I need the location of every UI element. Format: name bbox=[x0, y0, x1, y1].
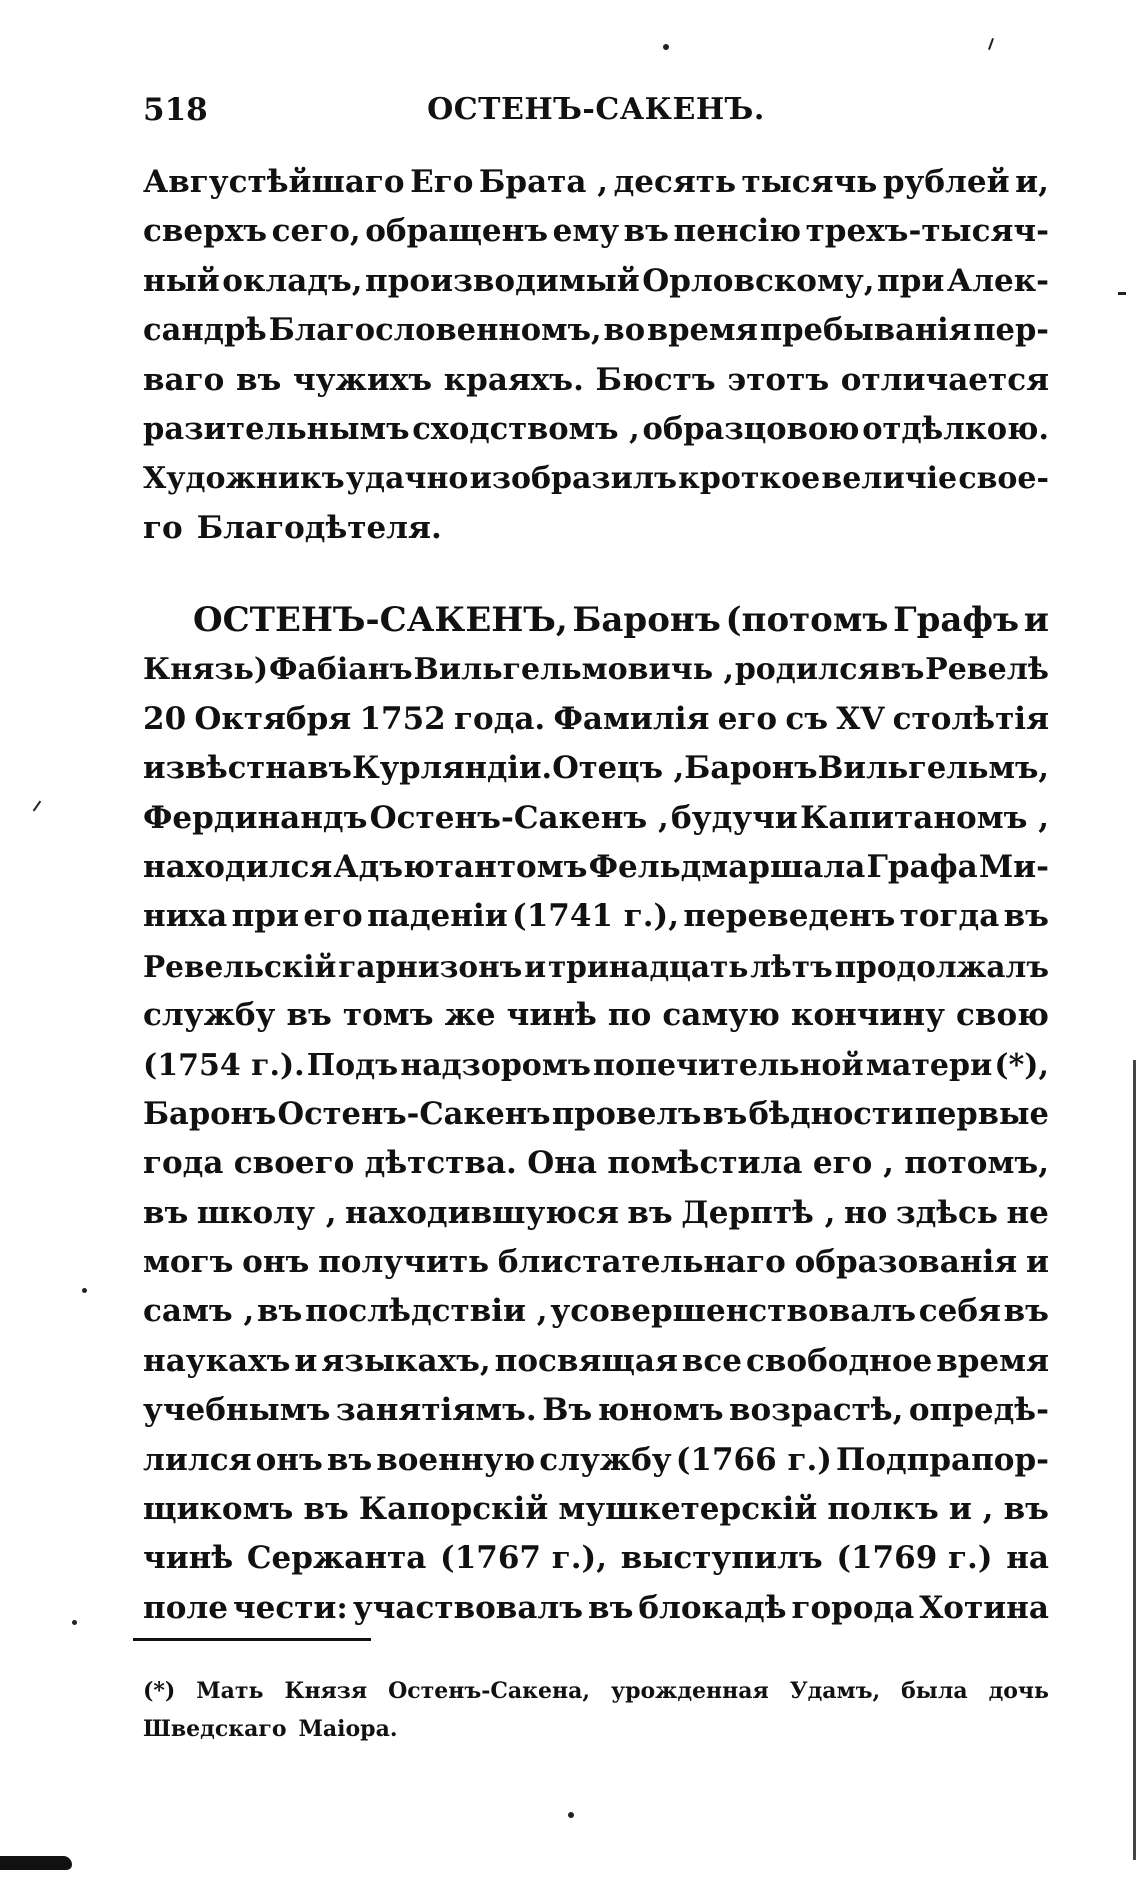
text-line bbox=[143, 207, 1049, 256]
print-speck bbox=[988, 38, 994, 50]
word: занятіямъ. bbox=[335, 1392, 537, 1429]
word: Удамъ, bbox=[789, 1678, 881, 1704]
footnote-rule bbox=[133, 1638, 371, 1641]
word: XV bbox=[836, 700, 885, 737]
word: чужихъ bbox=[292, 361, 433, 398]
word: себя bbox=[918, 1293, 1001, 1330]
word: (потомъ bbox=[725, 600, 889, 640]
word: родился bbox=[734, 652, 880, 688]
word: извѣстна bbox=[143, 750, 308, 787]
word: въ bbox=[1003, 1293, 1049, 1330]
word: Фамилія bbox=[553, 700, 710, 737]
text-line bbox=[143, 1337, 1049, 1386]
word: Фердинандъ bbox=[143, 799, 368, 836]
word: учебнымъ bbox=[143, 1392, 331, 1429]
word: время bbox=[936, 1342, 1049, 1379]
word: Князя bbox=[284, 1678, 368, 1704]
word: столѣтія bbox=[892, 700, 1049, 737]
word: краяхъ. bbox=[443, 361, 584, 398]
word: Ревельскій bbox=[143, 948, 337, 984]
word: Вильгельмъ, bbox=[817, 750, 1049, 787]
page-header bbox=[143, 92, 1049, 142]
word: но bbox=[843, 1194, 888, 1231]
text-line bbox=[143, 843, 1049, 892]
text-line bbox=[143, 504, 1049, 553]
word: Благодѣтеля. bbox=[196, 509, 442, 546]
word: чести: bbox=[232, 1589, 348, 1626]
word: Въ bbox=[542, 1392, 593, 1429]
word: могъ bbox=[143, 1244, 234, 1281]
word: Графъ bbox=[893, 600, 1020, 640]
word: кроткое bbox=[678, 461, 821, 497]
word: въ bbox=[588, 1589, 634, 1626]
text-line bbox=[143, 744, 1049, 793]
word: Баронъ bbox=[572, 600, 721, 640]
word: тысячь bbox=[741, 164, 878, 200]
word: будучи bbox=[671, 799, 798, 836]
word: тринадцать bbox=[547, 948, 749, 984]
word: его bbox=[303, 898, 363, 935]
word: и bbox=[1023, 600, 1049, 640]
word: Баронъ bbox=[684, 750, 818, 787]
word: Отецъ , bbox=[552, 750, 685, 787]
word: мушкетерскій bbox=[558, 1491, 818, 1528]
word: Остенъ-Сакенъ , bbox=[369, 799, 669, 836]
word: отличается bbox=[840, 361, 1049, 398]
word: его , bbox=[812, 1145, 894, 1182]
word: ниха bbox=[143, 898, 228, 935]
word: паденіи bbox=[367, 898, 508, 935]
word: дочь bbox=[988, 1678, 1049, 1704]
word: (*) bbox=[143, 1678, 176, 1704]
text-line bbox=[143, 695, 1049, 744]
word: щикомъ bbox=[143, 1491, 294, 1528]
text-line bbox=[143, 1287, 1049, 1336]
word: въ bbox=[623, 213, 669, 250]
word: въ bbox=[326, 1441, 373, 1478]
word: десять bbox=[613, 164, 736, 200]
word: (1767 г.), bbox=[440, 1540, 608, 1577]
word: сверхъ bbox=[143, 213, 268, 250]
word: блокадѣ bbox=[638, 1589, 787, 1626]
word: Маіора. bbox=[298, 1716, 398, 1742]
text-line bbox=[143, 1485, 1049, 1534]
word: Августѣйшаго bbox=[143, 164, 405, 200]
word: при bbox=[877, 262, 945, 299]
word: въ bbox=[702, 1095, 748, 1132]
word: разительнымъ bbox=[143, 410, 410, 447]
word: своего bbox=[233, 1145, 355, 1182]
word: выступилъ bbox=[620, 1540, 823, 1577]
word: Мать bbox=[196, 1678, 264, 1704]
print-speck bbox=[663, 44, 669, 50]
word: все bbox=[681, 1342, 743, 1379]
word: производимый bbox=[365, 262, 640, 299]
word: (1741 г.), bbox=[512, 898, 680, 935]
text-line bbox=[143, 892, 1049, 941]
word: съ bbox=[785, 700, 829, 737]
word: этотъ bbox=[727, 361, 830, 398]
text-line bbox=[143, 596, 1049, 645]
word: лѣтъ bbox=[750, 948, 833, 984]
footnote bbox=[143, 1672, 1049, 1748]
word: Шведскаго bbox=[143, 1716, 287, 1742]
word: лился bbox=[143, 1441, 252, 1478]
word: Ревелѣ bbox=[925, 652, 1049, 688]
word: надзоромъ bbox=[400, 1047, 591, 1083]
word: въ bbox=[880, 652, 925, 688]
word: сходствомъ , bbox=[412, 410, 640, 447]
word: ОСТЕНЪ-САКЕНЪ, bbox=[193, 600, 568, 640]
word: во bbox=[603, 312, 646, 349]
word: здѣсь bbox=[895, 1194, 998, 1231]
word: поле bbox=[143, 1589, 228, 1626]
text-line bbox=[143, 158, 1049, 207]
word: Курляндіи. bbox=[352, 750, 553, 787]
word: сего, bbox=[271, 213, 361, 250]
word: трехъ-тысяч- bbox=[805, 213, 1049, 250]
word: гарнизонъ bbox=[338, 948, 523, 984]
word: военную bbox=[376, 1441, 536, 1478]
text-line bbox=[143, 1436, 1049, 1485]
word: Остенъ-Сакенъ bbox=[277, 1095, 551, 1132]
text-line bbox=[143, 1672, 1049, 1710]
word: въ bbox=[307, 750, 352, 787]
text-line bbox=[143, 257, 1049, 306]
word: въ bbox=[257, 1293, 303, 1330]
word: полкъ bbox=[827, 1491, 939, 1528]
word: получить bbox=[318, 1244, 490, 1281]
word: опредѣ- bbox=[908, 1392, 1049, 1429]
word: провелъ bbox=[551, 1095, 702, 1132]
print-speck bbox=[33, 801, 42, 812]
word: Орловскому, bbox=[642, 262, 875, 299]
word: Благословенномъ, bbox=[268, 312, 602, 349]
word: время bbox=[647, 312, 758, 349]
word: первые bbox=[914, 1095, 1049, 1132]
word: Художникъ bbox=[143, 461, 345, 497]
text-line bbox=[143, 794, 1049, 843]
text-line bbox=[143, 1041, 1049, 1090]
word: Капорскій bbox=[358, 1491, 549, 1528]
word: и bbox=[294, 1342, 318, 1379]
word: отдѣлкою. bbox=[862, 410, 1049, 447]
word: возрастѣ, bbox=[728, 1392, 904, 1429]
word: Подъ bbox=[306, 1047, 399, 1083]
word: Капитаномъ , bbox=[800, 799, 1049, 836]
word: Князь) bbox=[143, 652, 269, 688]
word: 20 bbox=[143, 700, 187, 737]
word: Брата , bbox=[478, 164, 609, 200]
text-line bbox=[143, 645, 1049, 694]
word: въ bbox=[286, 997, 332, 1034]
word: онъ bbox=[242, 1244, 310, 1281]
paragraph-1 bbox=[143, 158, 1049, 553]
word: Хотина bbox=[919, 1589, 1049, 1626]
word: продолжалъ bbox=[834, 948, 1049, 984]
word: бѣдности bbox=[748, 1095, 914, 1132]
paragraph-2 bbox=[143, 596, 1049, 1633]
word: образованія bbox=[794, 1244, 1018, 1281]
word: дѣтства. bbox=[364, 1145, 517, 1182]
word: въ bbox=[1003, 1491, 1049, 1528]
word: удачно bbox=[345, 461, 469, 497]
word: была bbox=[901, 1678, 968, 1704]
word: по bbox=[607, 997, 652, 1034]
word: находившуюся bbox=[345, 1194, 619, 1231]
word: (1766 г.) bbox=[675, 1441, 832, 1478]
word: ваго bbox=[143, 361, 225, 398]
word: же bbox=[444, 997, 496, 1034]
word: языкахъ, bbox=[321, 1342, 491, 1379]
word: города bbox=[791, 1589, 915, 1626]
word: не bbox=[1006, 1194, 1049, 1231]
word: службу bbox=[539, 1441, 672, 1478]
text-line bbox=[143, 991, 1049, 1040]
word: и , bbox=[948, 1491, 994, 1528]
word: свою bbox=[956, 997, 1049, 1034]
running-head: ОСТЕНЪ-САКЕНЪ. bbox=[427, 92, 765, 127]
word: ный bbox=[143, 262, 220, 299]
word: въ bbox=[627, 1194, 673, 1231]
word: пер- bbox=[973, 312, 1049, 349]
text-line bbox=[143, 1710, 1049, 1748]
word: онъ bbox=[255, 1441, 323, 1478]
word: усовершенствовалъ bbox=[550, 1293, 916, 1330]
text-line bbox=[143, 454, 1049, 503]
word: 1752 bbox=[359, 700, 446, 737]
word: потомъ, bbox=[904, 1145, 1049, 1182]
word: Сержанта bbox=[246, 1540, 427, 1577]
text-line bbox=[143, 1238, 1049, 1287]
word: (*), bbox=[994, 1047, 1049, 1083]
text-line bbox=[143, 1189, 1049, 1238]
text-line bbox=[143, 405, 1049, 454]
word: Остенъ-Сакена, bbox=[388, 1678, 591, 1704]
word: кончину bbox=[790, 997, 945, 1034]
text-line bbox=[143, 942, 1049, 991]
word: Его bbox=[410, 164, 474, 200]
word: Адъютантомъ bbox=[333, 848, 588, 885]
word: переведенъ bbox=[683, 898, 896, 935]
text-line bbox=[143, 1584, 1049, 1633]
text-line bbox=[143, 1534, 1049, 1583]
word: образцовою bbox=[642, 410, 860, 447]
word: Подпрапор- bbox=[836, 1441, 1049, 1478]
word: въ bbox=[143, 1194, 189, 1231]
text-line bbox=[143, 1386, 1049, 1435]
word: находился bbox=[143, 848, 333, 885]
word: наукахъ bbox=[143, 1342, 291, 1379]
word: въ bbox=[235, 361, 282, 398]
text-line bbox=[143, 1139, 1049, 1188]
page-number: 518 bbox=[143, 92, 208, 128]
word: Фельдмаршала bbox=[588, 848, 866, 885]
word: пенсію bbox=[673, 213, 802, 250]
word: посвящая bbox=[494, 1342, 678, 1379]
word: помѣстила bbox=[607, 1145, 803, 1182]
word: (1754 г.). bbox=[143, 1047, 305, 1083]
word: участвовалъ bbox=[352, 1589, 584, 1626]
word: чинѣ bbox=[506, 997, 597, 1034]
word: ему bbox=[552, 213, 620, 250]
word: изобразилъ bbox=[469, 461, 677, 497]
word: въ bbox=[1003, 898, 1049, 935]
text-line bbox=[143, 306, 1049, 355]
word: и bbox=[524, 948, 547, 984]
word: окладъ, bbox=[222, 262, 363, 299]
word: Она bbox=[527, 1145, 597, 1182]
word: и bbox=[1025, 1244, 1049, 1281]
print-speck bbox=[568, 1812, 574, 1818]
word: рублей bbox=[882, 164, 1010, 200]
word: года. bbox=[453, 700, 546, 737]
word: въ bbox=[303, 1491, 349, 1528]
page-spine-edge bbox=[1133, 1060, 1136, 1860]
word: свое- bbox=[958, 461, 1049, 497]
word: го bbox=[143, 509, 183, 546]
word: обращенъ bbox=[365, 213, 549, 250]
word: его bbox=[717, 700, 778, 737]
print-speck bbox=[72, 1620, 77, 1625]
word: года bbox=[143, 1145, 224, 1182]
word: величіе bbox=[821, 461, 958, 497]
print-speck bbox=[1118, 292, 1126, 295]
word: Дерптѣ , bbox=[681, 1194, 836, 1231]
word: Ми- bbox=[978, 848, 1049, 885]
word: свободное bbox=[746, 1342, 933, 1379]
word: сандрѣ bbox=[143, 312, 267, 349]
word: блистательнаго bbox=[497, 1244, 786, 1281]
word: Баронъ bbox=[143, 1095, 277, 1132]
word: тогда bbox=[899, 898, 1000, 935]
word: самую bbox=[662, 997, 780, 1034]
word: Вильгельмовичь , bbox=[413, 652, 734, 688]
word: Октября bbox=[194, 700, 352, 737]
word: пребыванія bbox=[759, 312, 972, 349]
text-line bbox=[143, 1090, 1049, 1139]
word: урожденная bbox=[611, 1678, 769, 1704]
word: самъ , bbox=[143, 1293, 255, 1330]
word: Графа bbox=[866, 848, 978, 885]
word: матери bbox=[865, 1047, 993, 1083]
word: службу bbox=[143, 997, 276, 1034]
word: Алек- bbox=[946, 262, 1049, 299]
word: юномъ bbox=[597, 1392, 724, 1429]
text-line bbox=[143, 356, 1049, 405]
word: школу , bbox=[196, 1194, 337, 1231]
word: Фабіанъ bbox=[268, 652, 413, 688]
word: и, bbox=[1015, 164, 1049, 200]
word: при bbox=[231, 898, 299, 935]
word: Бюстъ bbox=[595, 361, 716, 398]
print-speck bbox=[82, 1288, 87, 1293]
corner-blot bbox=[0, 1856, 72, 1870]
word: послѣдствіи , bbox=[305, 1293, 548, 1330]
word: на bbox=[1006, 1540, 1049, 1577]
word: томъ bbox=[342, 997, 434, 1034]
word: (1769 г.) bbox=[836, 1540, 993, 1577]
word: попечительной bbox=[593, 1047, 864, 1083]
word: чинѣ bbox=[143, 1540, 234, 1577]
